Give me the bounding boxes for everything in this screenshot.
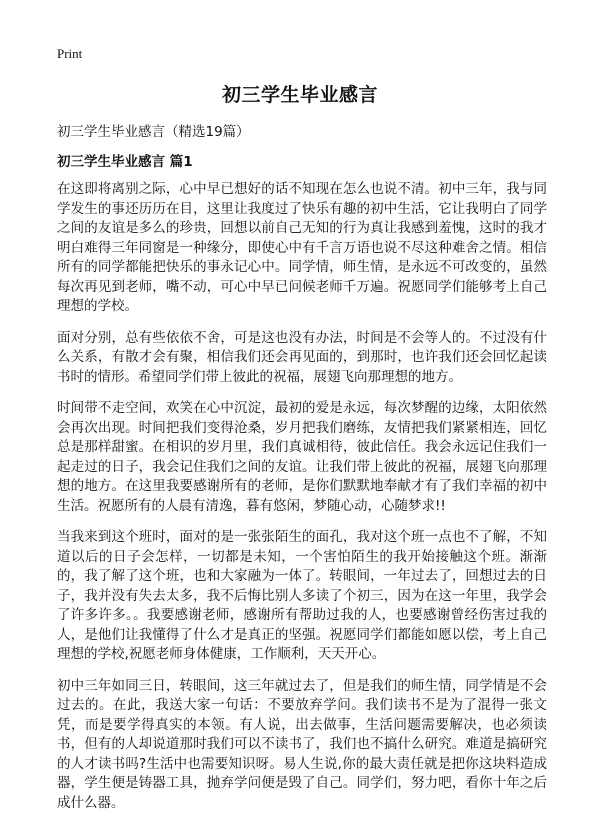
print-link[interactable]: Print (57, 46, 83, 61)
paragraph-5: 初中三年如同三日，转眼间，这三年就过去了，但是我们的师生情，同学情是不会过去的。在此，我送大家一句话：不要放弃学问。我们读书不是为了混得一张文凭，而是要学得真实的本领。有人说，出去做事，生活问题需要解决，也必须读书，但有的人却说道那时我们可以不读书了，我们也不搞什么研究。难道是搞研究的人才读书吗?生活中也需要知识呀。易人生说,你的最大责任就是把你这块料造成器，学生便是铸器工具，抛弃学问便是毁了自己。同学们，努力吧，看你十年之后成什么器。 (57, 677, 547, 811)
body-text (57, 180, 547, 825)
paragraph-4: 当我来到这个班时，面对的是一张张陌生的面孔，我对这个班一点也不了解，不知道以后的日子会怎样，一切都是未知，一个害怕陌生的我开始接触这个班。渐渐的，我了解了这个班，也和大家融为一体了。转眼间，一年过去了，回想过去的日子，我并没有失去太多，我不后悔比别人多读了个初三，因为在这一年里，我学会了许多许多。。我要感谢老师，感谢所有帮助过我的人，也要感谢曾经伤害过我的人，是他们让我懂得了什么才是真正的坚强。祝愿同学们都能如愿以偿，考上自己理想的学校,祝愿老师身体健康，工作顺利，天天开心。 (57, 529, 547, 662)
section-heading: 初三学生毕业感言 篇1 (57, 154, 193, 170)
paragraph-2: 面对分别，总有些依依不舍，可是这也没有办法，时间是不会等人的。不过没有什么关系，有散才会有聚，相信我们还会再见面的，到那时，也许我们还会回忆起读书时的情形。希望同学们带上彼此的祝福，展翅飞向那理想的地方。 (57, 329, 547, 385)
document-subtitle: 初三学生毕业感言（精选19篇） (57, 124, 250, 140)
paragraph-3: 时间带不走空间，欢笑在心中沉淀，最初的爱是永远，每次梦醒的边缘，太阳依然会再次出现。时间把我们变得沧桑，岁月把我们磨练，友情把我们紧紧相连，回忆总是那样甜蜜。在相识的岁月里，我们真诚相待，彼此信任。我会永远记住我们一起走过的日子，我会记住我们之间的友谊。让我们带上彼此的祝福，展翅飞向那理想的地方。在这里我要感谢所有的老师，是你们默默地奉献才有了我们幸福的初中生活。祝愿所有的人晨有清逸，暮有悠闲，梦随心动，心随梦求!! (57, 400, 547, 514)
paragraph-1: 在这即将离别之际，心中早已想好的话不知现在怎么也说不清。初中三年，我与同学发生的事还历历在目，这里让我度过了快乐有趣的初中生活，它让我明白了同学之间的友谊是多么的珍贵，回想以前自己无知的行为真让我感到羞愧，这时的我才明白难得三年同窗是一种缘分，即使心中有千言万语也说不尽这种难舍之情。相信所有的同学都能把快乐的事永记心中。同学情，师生情，是永远不可改变的，虽然每次再见到老师，嘴不动，可心中早已问候老师千万遍。祝愿同学们能够考上自己理想的学校。 (57, 181, 547, 314)
page-title: 初三学生毕业感言 (221, 84, 378, 106)
